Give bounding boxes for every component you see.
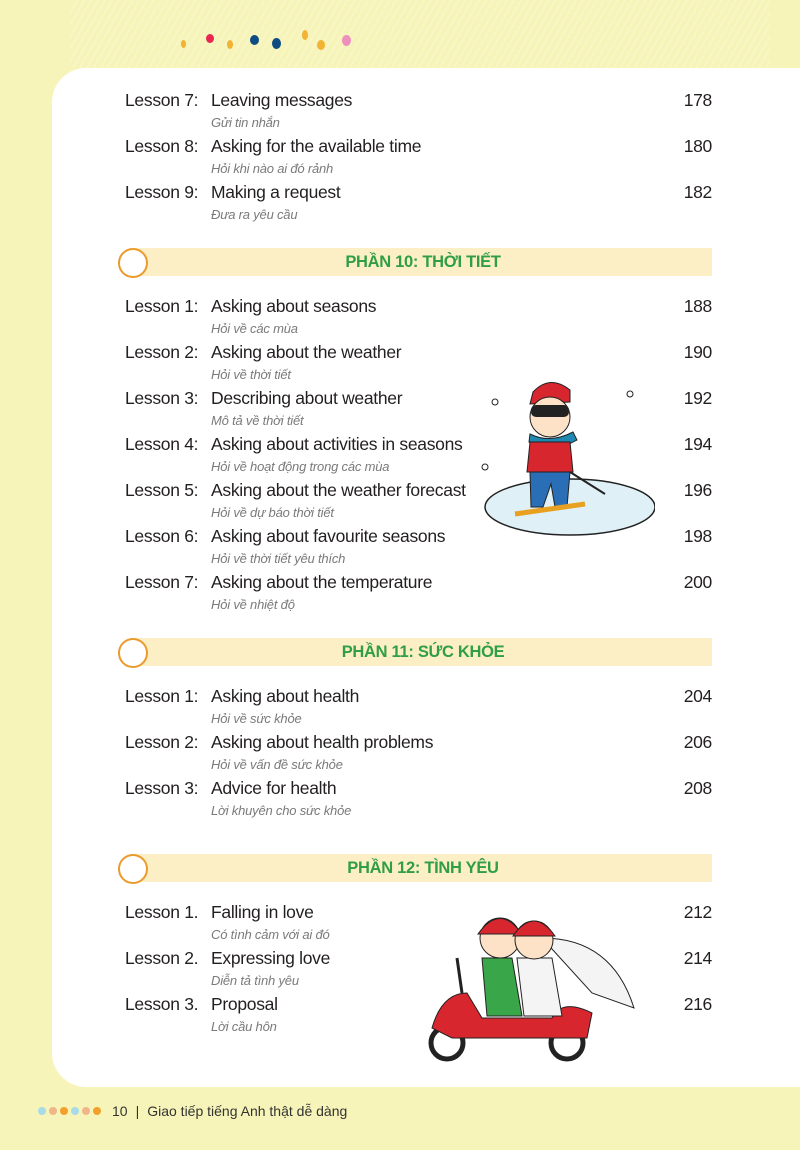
lesson-entry[interactable] [0,434,800,480]
section-circle-icon [118,248,148,278]
lesson-subtitle: Hỏi về nhiệt độ [211,597,295,612]
lesson-page-number: 198 [683,526,712,546]
lesson-title: Asking about activities in seasons [211,434,463,454]
lesson-title: Asking about the weather [211,342,402,362]
lesson-page-number: 216 [683,994,712,1014]
lesson-page-number: 208 [683,778,712,798]
footer-dot [60,1107,68,1115]
footer-dot [38,1107,46,1115]
lesson-page-number: 188 [683,296,712,316]
decorative-dot [342,35,351,46]
lesson-entry[interactable] [0,778,800,824]
lesson-subtitle: Hỏi về thời tiết [211,367,291,382]
page-footer [38,1102,347,1120]
footer-dot [71,1107,79,1115]
lesson-subtitle: Lời khuyên cho sức khỏe [211,803,352,818]
lesson-number: Lesson 3: [125,388,199,408]
lesson-page-number: 192 [683,388,712,408]
lesson-entry[interactable] [0,136,800,182]
lesson-title: Asking about health [211,686,360,706]
lesson-title: Asking about the temperature [211,572,433,592]
section-header [134,638,712,666]
footer-separator: | [135,1103,140,1119]
lesson-number: Lesson 6: [125,526,199,546]
lesson-subtitle: Hỏi về dự báo thời tiết [211,505,334,520]
lesson-entry[interactable] [0,948,800,994]
couple-scooter-illustration [412,898,642,1068]
lesson-title: Proposal [211,994,278,1014]
lesson-page-number: 180 [683,136,712,156]
lesson-page-number: 212 [683,902,712,922]
lesson-subtitle: Mô tả về thời tiết [211,413,304,428]
lesson-title: Asking about seasons [211,296,377,316]
lesson-number: Lesson 3: [125,778,199,798]
page-number: 10 [112,1103,128,1119]
lesson-subtitle: Gửi tin nhắn [211,115,280,130]
decorative-dot [317,40,325,50]
decorative-dot [206,34,214,43]
lesson-entry[interactable] [0,480,800,526]
lesson-number: Lesson 2. [125,948,199,968]
lesson-entry[interactable] [0,686,800,732]
book-title: Giao tiếp tiếng Anh thật dễ dàng [147,1103,348,1119]
lesson-subtitle: Đưa ra yêu cầu [211,207,298,222]
lesson-page-number: 206 [683,732,712,752]
lesson-entry[interactable] [0,90,800,136]
skier-illustration [475,372,655,552]
lesson-title: Advice for health [211,778,337,798]
lesson-subtitle: Hỏi khi nào ai đó rảnh [211,161,334,176]
lesson-title: Asking about health problems [211,732,434,752]
lesson-subtitle: Có tình cảm với ai đó [211,927,330,942]
lesson-entry[interactable] [0,296,800,342]
lesson-number: Lesson 2: [125,342,199,362]
lesson-page-number: 200 [683,572,712,592]
lesson-number: Lesson 5: [125,480,199,500]
lesson-subtitle: Hỏi về hoạt động trong các mùa [211,459,390,474]
section-title: PHẦN 11: SỨC KHỎE [341,643,505,661]
lesson-title: Making a request [211,182,341,202]
section-circle-icon [118,854,148,884]
lesson-number: Lesson 7: [125,572,199,592]
lesson-title: Falling in love [211,902,314,922]
section-header [134,248,712,276]
lesson-title: Leaving messages [211,90,353,110]
lesson-number: Lesson 7: [125,90,199,110]
lesson-number: Lesson 4: [125,434,199,454]
lesson-entry[interactable] [0,388,800,434]
lesson-number: Lesson 2: [125,732,199,752]
lesson-number: Lesson 1: [125,296,199,316]
lesson-entry[interactable] [0,572,800,618]
section-title: PHẦN 12: TÌNH YÊU [347,859,499,877]
section-circle-icon [118,638,148,668]
lesson-subtitle: Lời cầu hôn [211,1019,277,1034]
lesson-number: Lesson 1: [125,686,199,706]
lesson-entry[interactable] [0,902,800,948]
lesson-page-number: 190 [683,342,712,362]
lesson-page-number: 204 [683,686,712,706]
lesson-entry[interactable] [0,994,800,1040]
decorative-dot [181,40,186,48]
lesson-number: Lesson 3. [125,994,199,1014]
lesson-page-number: 214 [683,948,712,968]
footer-dots [38,1107,104,1115]
header-stripes [70,0,770,68]
lesson-entry[interactable] [0,732,800,778]
decorative-dot [250,35,259,45]
lesson-number: Lesson 9: [125,182,199,202]
decorative-dot [227,40,233,49]
lesson-page-number: 182 [683,182,712,202]
lesson-subtitle: Diễn tả tình yêu [211,973,299,988]
section-header [134,854,712,882]
section-title: PHẦN 10: THỜI TIẾT [345,253,501,271]
lesson-title: Asking about the weather forecast [211,480,466,500]
lesson-title: Expressing love [211,948,331,968]
lesson-entry[interactable] [0,342,800,388]
lesson-subtitle: Hỏi về sức khỏe [211,711,302,726]
lesson-subtitle: Hỏi về thời tiết yêu thích [211,551,346,566]
lesson-number: Lesson 8: [125,136,199,156]
lesson-title: Asking about favourite seasons [211,526,446,546]
lesson-title: Asking for the available time [211,136,422,156]
lesson-subtitle: Hỏi về vấn đề sức khỏe [211,757,343,772]
lesson-entry[interactable] [0,526,800,572]
lesson-title: Describing about weather [211,388,403,408]
lesson-number: Lesson 1. [125,902,199,922]
footer-dot [93,1107,101,1115]
lesson-page-number: 194 [683,434,712,454]
decorative-dot [302,30,308,40]
footer-dot [49,1107,57,1115]
footer-dot [82,1107,90,1115]
lesson-page-number: 178 [683,90,712,110]
lesson-subtitle: Hỏi về các mùa [211,321,298,336]
lesson-entry[interactable] [0,182,800,228]
lesson-page-number: 196 [683,480,712,500]
decorative-dot [272,38,281,49]
